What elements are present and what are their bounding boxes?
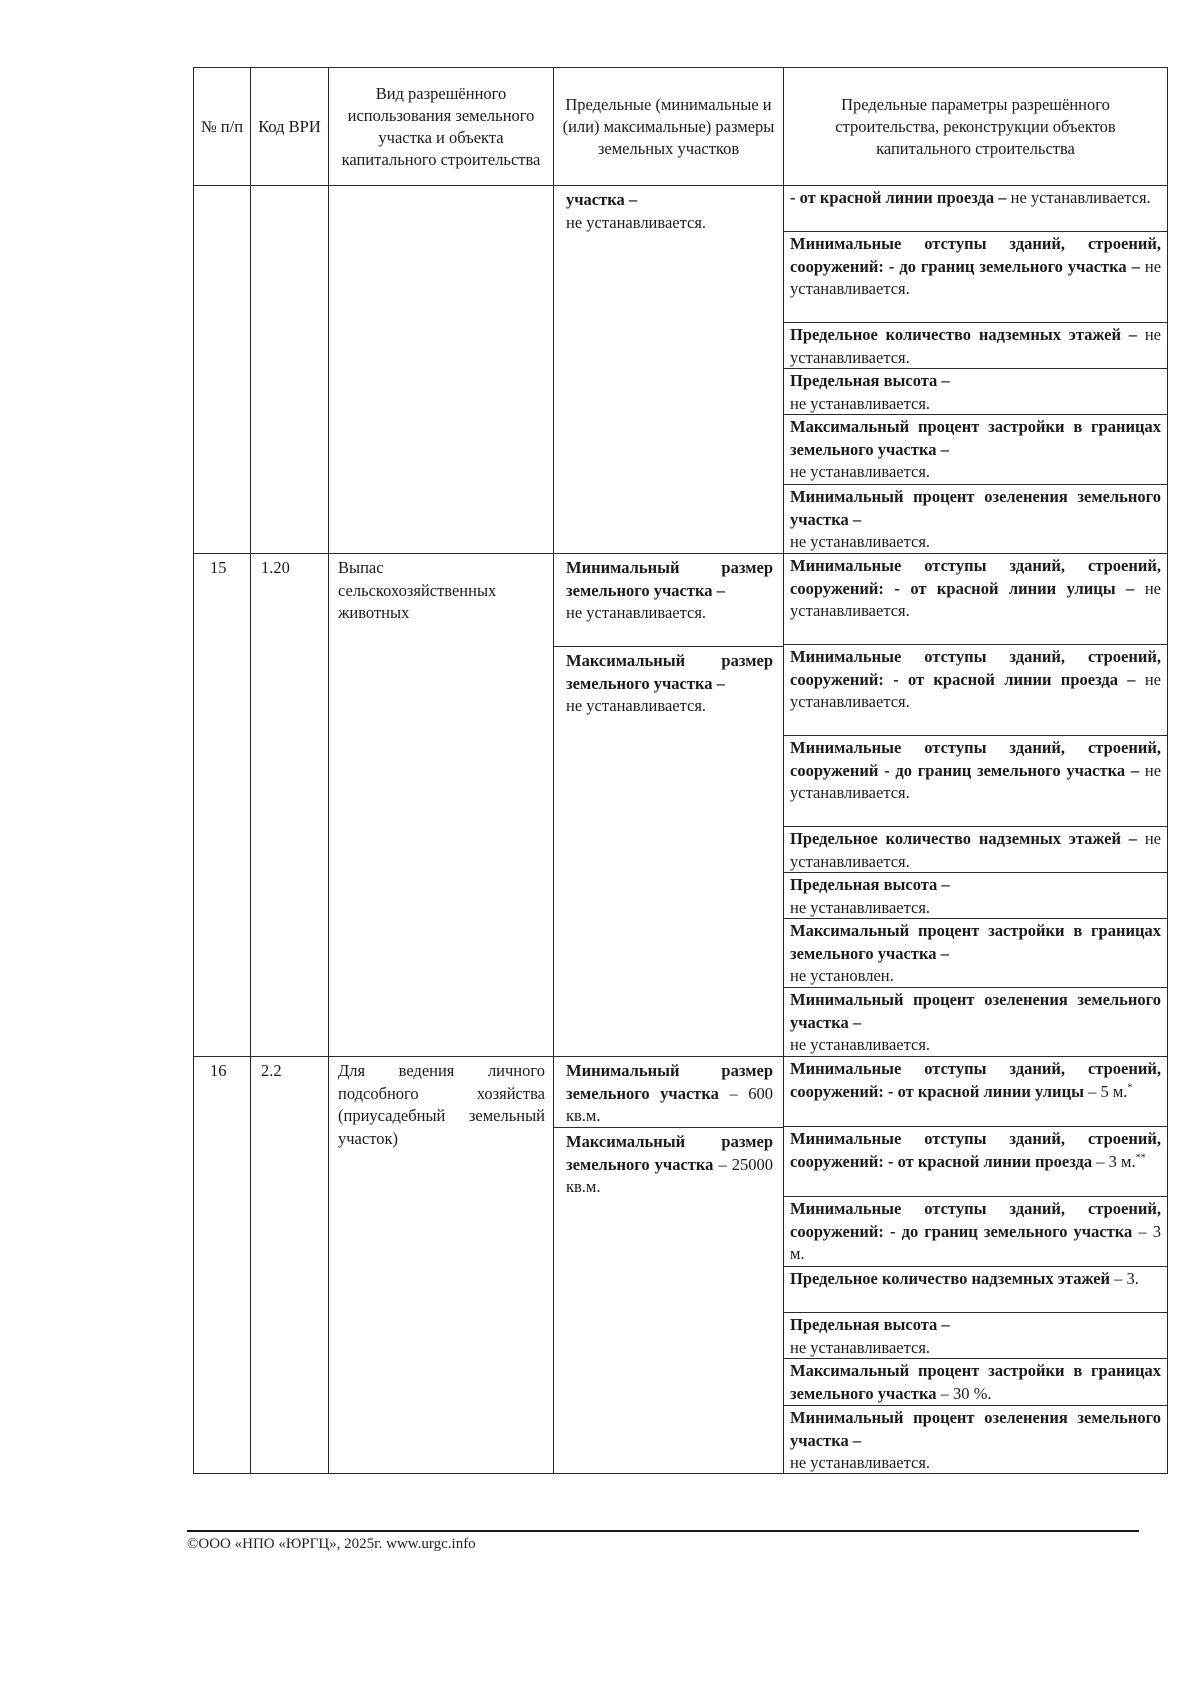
param-block: Предельное количество надземных этажей – не устанавливается. [784,323,1167,369]
param-block: Предельное количество надземных этажей – не устанавливается. [784,827,1167,873]
param-block: Предельная высота – не устанавливается. [784,369,1167,415]
size-text-bold: участка – [566,190,638,209]
cell-num: 16 [194,1057,251,1474]
cell-code: 2.2 [251,1057,329,1474]
size-text: не устанавливается. [566,212,707,232]
param-block: Минимальные отступы зданий, строений, сооружений - до границ земельного участка – не устанавливается. [784,736,1167,827]
header-num: № п/п [194,68,251,186]
cell-size [554,186,784,554]
cell-code: 1.20 [251,554,329,1057]
param-block: Максимальный процент застройки в границах земельного участка – 30 %. [784,1359,1167,1406]
header-vid: Вид разрешённого использования земельного участка и объекта капитального строительства [329,68,554,186]
param-block: Предельное количество надземных этажей – 3. [784,1267,1167,1313]
param-block: Минимальные отступы зданий, строений, сооружений: - от красной линии проезда – не устанавливается. [784,645,1167,736]
param-block: Предельная высота – не устанавливается. [784,1313,1167,1359]
table-row-continued [194,186,1168,554]
param-block: Минимальный процент озеленения земельного участка – не устанавливается. [790,990,1161,1055]
cell-params [784,554,1168,1057]
footer-copyright: ©ООО «НПО «ЮРГЦ», 2025г. www.urgc.info [187,1536,476,1552]
table-row-16 [194,1057,1168,1474]
cell-params [784,186,1168,554]
param-block: Минимальные отступы зданий, строений, сооружений: - от красной линии проезда – 3 м.** [784,1127,1167,1197]
cell-num-empty [194,186,251,554]
param-block: Минимальные отступы зданий, строений, сооружений: - от красной линии улицы – 5 м.* [784,1057,1167,1127]
cell-code-empty [251,186,329,554]
param-block: Минимальные отступы зданий, строений, сооружений: - от красной линии улицы – не устанавливается. [784,554,1167,645]
cell-vid-empty [329,186,554,554]
param-block: - от красной линии проезда – не устанавливается. [784,186,1167,232]
param-block: Предельная высота – не устанавливается. [784,873,1167,919]
table-header-row [194,68,1168,186]
footer-divider [187,1530,1139,1532]
header-size: Предельные (минимальные и (или) максимальные) размеры земельных участков [554,68,784,186]
size-block: Минимальный размер земельного участка – 600 кв.м. [554,1057,783,1128]
cell-size [554,554,784,1057]
size-block: Максимальный размер земельного участка – 25000 кв.м. [566,1132,774,1197]
zoning-parameters-table [193,67,1168,1474]
param-block: Минимальный процент озеленения земельного участка – не устанавливается. [790,487,1161,552]
size-block: Максимальный размер земельного участка – не устанавливается. [566,651,773,716]
header-code: Код ВРИ [251,68,329,186]
param-block: Максимальный процент застройки в границах земельного участка – не устанавливается. [784,415,1167,485]
table-row-15 [194,554,1168,1057]
param-block: Минимальные отступы зданий, строений, сооружений: - до границ земельного участка – не устанавливается. [784,232,1167,323]
size-block: Минимальный размер земельного участка – не устанавливается. [554,554,783,647]
cell-params [784,1057,1168,1474]
param-block: Минимальные отступы зданий, строений, сооружений: - до границ земельного участка – 3 м. [784,1197,1167,1267]
header-params: Предельные параметры разрешённого строительства, реконструкции объектов капитального строительства [784,68,1168,186]
param-block: Минимальный процент озеленения земельного участка – не устанавливается. [790,1408,1161,1473]
cell-size [554,1057,784,1474]
param-block: Максимальный процент застройки в границах земельного участка – не установлен. [784,919,1167,988]
cell-num: 15 [194,554,251,1057]
cell-vid: Выпас сельскохозяйственных животных [329,554,554,1057]
cell-vid: Для ведения личного подсобного хозяйства (приусадебный земельный участок) [329,1057,554,1474]
